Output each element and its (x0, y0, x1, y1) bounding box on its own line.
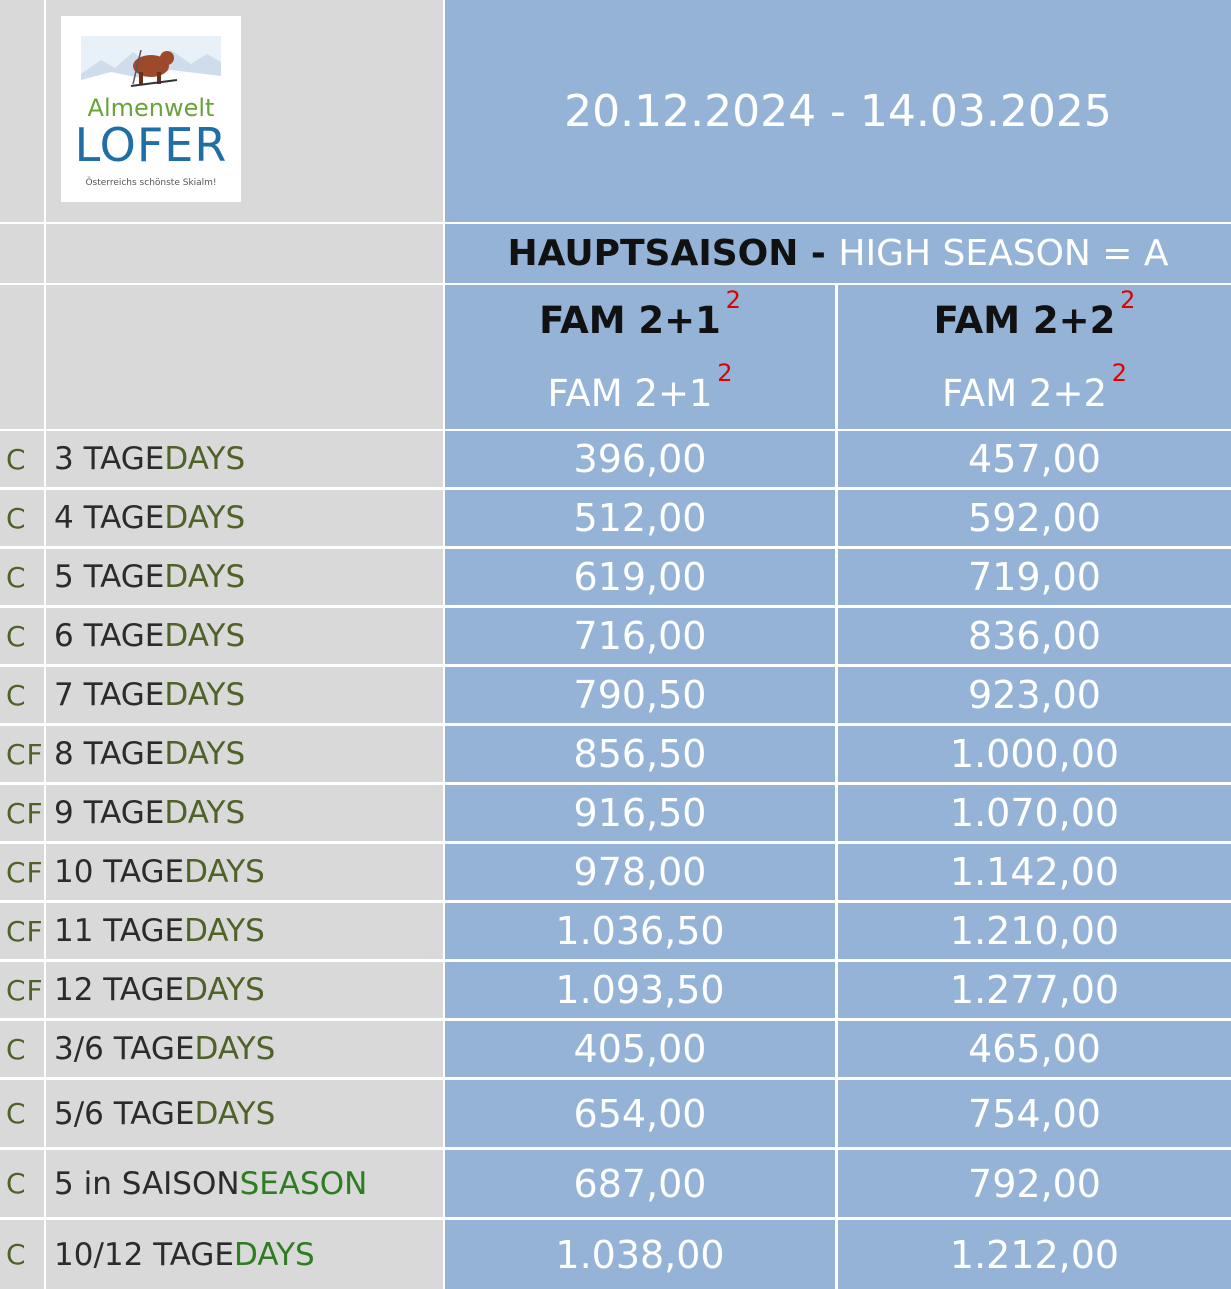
row-label (46, 1021, 443, 1077)
col1-label-en: FAM 2+1 2 (547, 359, 733, 415)
row-label-en: DAYS (184, 972, 265, 1008)
col2-label-de: FAM 2+2 2 (933, 286, 1136, 342)
skiing-cow-icon (81, 36, 221, 92)
price-fam-2-1: 405,00 (445, 1021, 835, 1077)
row-label (46, 1080, 443, 1147)
row-code: C (0, 1220, 44, 1289)
price-fam-2-2: 754,00 (838, 1080, 1231, 1147)
almenwelt-lofer-logo (61, 16, 241, 202)
row-label-de: 4 TAGE (54, 500, 165, 536)
price-fam-2-1: 512,00 (445, 490, 835, 546)
price-fam-2-1: 916,50 (445, 785, 835, 841)
row-label (46, 667, 443, 723)
price-fam-2-2: 1.070,00 (838, 785, 1231, 841)
row-label-en: DAYS (164, 736, 246, 772)
row-label-en: DAYS (194, 1031, 276, 1067)
footnote-marker: 2 (725, 286, 741, 314)
row-label-de: 10 TAGE (54, 854, 185, 890)
row-label (46, 608, 443, 664)
row-label (46, 431, 443, 487)
row-label-de: 12 TAGE (54, 972, 185, 1008)
column-header-fam-2-1 (445, 285, 835, 429)
price-fam-2-1: 978,00 (445, 844, 835, 900)
season-sep: - (798, 233, 839, 274)
row-code: CF (0, 903, 44, 959)
price-fam-2-1: 1.038,00 (445, 1220, 835, 1289)
row-label (46, 1220, 443, 1289)
season-row-label-cell (46, 224, 443, 283)
price-fam-2-1: 790,50 (445, 667, 835, 723)
row-label-de: 8 TAGE (54, 736, 165, 772)
row-label-en: DAYS (184, 854, 265, 890)
row-code: C (0, 667, 44, 723)
price-fam-2-1: 716,00 (445, 608, 835, 664)
price-fam-2-2: 1.000,00 (838, 726, 1231, 782)
season-header (445, 224, 1231, 283)
price-fam-2-2: 457,00 (838, 431, 1231, 487)
row-label (46, 962, 443, 1018)
row-code: C (0, 490, 44, 546)
season-de: HAUPTSAISON (507, 233, 799, 274)
price-fam-2-2: 592,00 (838, 490, 1231, 546)
row-label-de: 11 TAGE (54, 913, 185, 949)
price-fam-2-1: 1.036,50 (445, 903, 835, 959)
footnote-marker: 2 (1120, 286, 1136, 314)
row-label-en: DAYS (194, 1095, 276, 1132)
row-label (46, 726, 443, 782)
row-label (46, 549, 443, 605)
row-code: CF (0, 844, 44, 900)
row-code: CF (0, 962, 44, 1018)
price-fam-2-2: 719,00 (838, 549, 1231, 605)
row-code: C (0, 1021, 44, 1077)
row-label-de: 7 TAGE (54, 677, 165, 713)
row-label-en: DAYS (164, 559, 246, 595)
price-fam-2-1: 396,00 (445, 431, 835, 487)
row-label-de: 5/6 TAGE (54, 1095, 195, 1132)
row-label-en: DAYS (164, 441, 246, 477)
row-code: C (0, 549, 44, 605)
row-label-en: DAYS (164, 795, 246, 831)
row-label-de: 3/6 TAGE (54, 1031, 195, 1067)
price-fam-2-1: 687,00 (445, 1150, 835, 1217)
price-fam-2-2: 1.277,00 (838, 962, 1231, 1018)
col2-label-en: FAM 2+2 2 (942, 359, 1127, 415)
footnote-marker: 2 (1111, 359, 1127, 387)
row-code: C (0, 1080, 44, 1147)
logo-name: Almenwelt (87, 94, 215, 122)
price-fam-2-2: 836,00 (838, 608, 1231, 664)
col1-label-de: FAM 2+1 2 (539, 286, 741, 342)
colhead-code-cell (0, 285, 44, 429)
date-range: 20.12.2024 - 14.03.2025 (445, 0, 1231, 222)
row-label-de: 5 TAGE (54, 559, 165, 595)
price-fam-2-2: 1.212,00 (838, 1220, 1231, 1289)
row-label (46, 1150, 443, 1217)
footnote-marker: 2 (717, 359, 733, 387)
row-label-de: 3 TAGE (54, 441, 165, 477)
price-fam-2-1: 856,50 (445, 726, 835, 782)
logo-brand: LOFER (74, 118, 228, 172)
price-fam-2-2: 1.210,00 (838, 903, 1231, 959)
row-label-de: 5 in SAISON (54, 1165, 240, 1202)
price-fam-2-1: 619,00 (445, 549, 835, 605)
season-row-code-cell (0, 224, 44, 283)
row-label-de: 6 TAGE (54, 618, 165, 654)
column-header-fam-2-2 (838, 285, 1231, 429)
row-code: C (0, 1150, 44, 1217)
price-fam-2-2: 923,00 (838, 667, 1231, 723)
row-label-en: DAYS (234, 1236, 315, 1273)
season-en: HIGH SEASON = A (838, 233, 1169, 274)
corner-cell (0, 0, 44, 222)
row-label-de: 10/12 TAGE (54, 1236, 234, 1273)
price-fam-2-2: 1.142,00 (838, 844, 1231, 900)
row-code: C (0, 431, 44, 487)
price-fam-2-2: 792,00 (838, 1150, 1231, 1217)
row-label-en: DAYS (164, 618, 246, 654)
row-label (46, 785, 443, 841)
row-label-en: DAYS (184, 913, 265, 949)
colhead-label-cell (46, 285, 443, 429)
row-code: C (0, 608, 44, 664)
logo-tagline: Österreichs schönste Skialm! (85, 178, 217, 188)
row-code: CF (0, 726, 44, 782)
row-label-de: 9 TAGE (54, 795, 165, 831)
row-label (46, 903, 443, 959)
row-label-en: SEASON (239, 1165, 368, 1202)
price-fam-2-1: 1.093,50 (445, 962, 835, 1018)
price-fam-2-2: 465,00 (838, 1021, 1231, 1077)
row-label-en: DAYS (164, 500, 246, 536)
row-label-en: DAYS (164, 677, 246, 713)
price-fam-2-1: 654,00 (445, 1080, 835, 1147)
row-code: CF (0, 785, 44, 841)
row-label (46, 490, 443, 546)
row-label (46, 844, 443, 900)
